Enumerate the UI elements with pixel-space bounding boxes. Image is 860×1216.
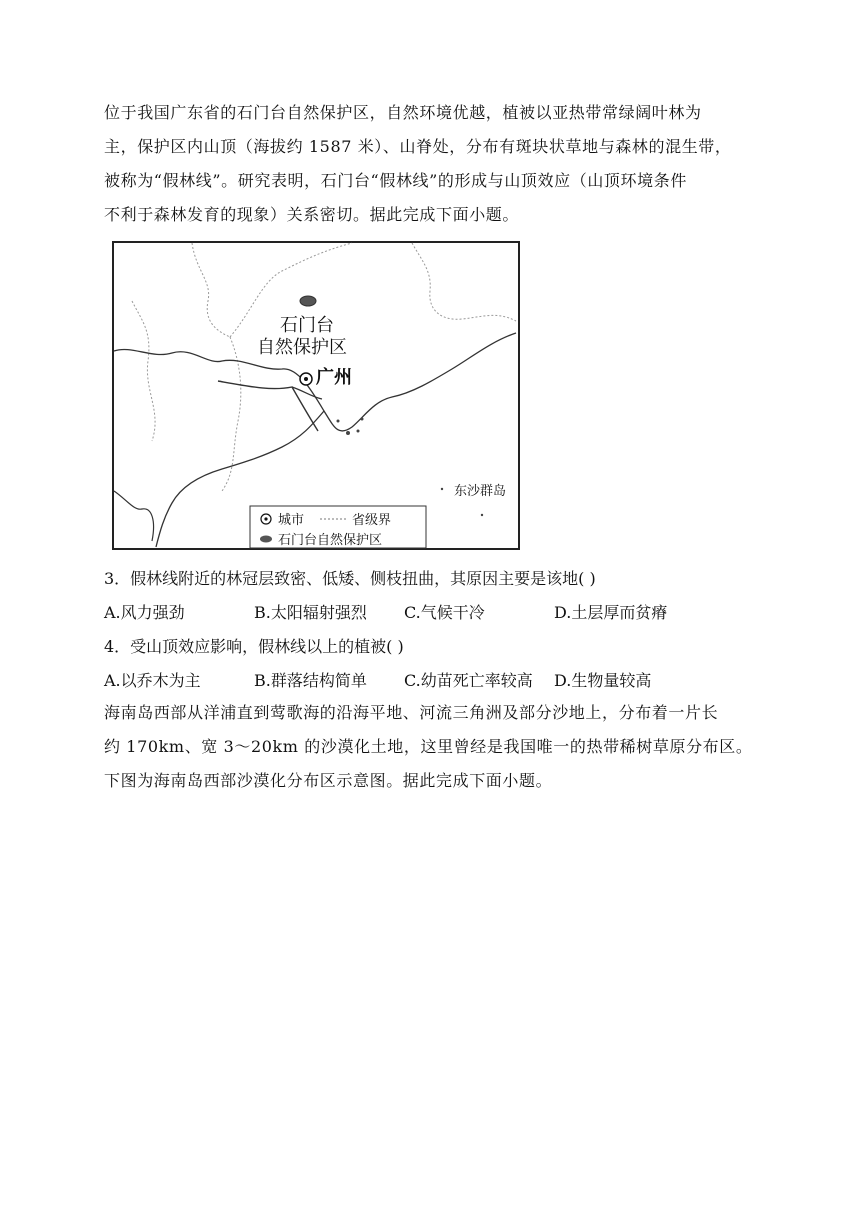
shimentai-reserve-marker bbox=[300, 296, 316, 306]
q3-option-b: B.太阳辐射强烈 bbox=[254, 603, 367, 622]
intro-line: 主，保护区内山顶（海拔约 1587 米）、山脊处，分布有斑块状草地与森林的混生带， bbox=[104, 137, 732, 156]
q4-option-a: A.以乔木为主 bbox=[104, 671, 201, 690]
question-4-options bbox=[104, 664, 754, 698]
question-3-options bbox=[104, 596, 754, 630]
intro-paragraph bbox=[104, 96, 754, 232]
intro-line: 不利于森林发育的现象）关系密切。据此完成下面小题。 bbox=[104, 205, 520, 224]
city-label-guangzhou: 广州 bbox=[316, 367, 352, 388]
map-legend bbox=[250, 506, 426, 548]
passage-2-line: 约 170km、宽 3～20km 的沙漠化土地，这里曾经是我国唯一的热带稀树草原分布区。 bbox=[104, 737, 753, 756]
q3-option-a: A.风力强劲 bbox=[104, 603, 185, 622]
passage-2-paragraph bbox=[104, 696, 754, 798]
q3-option-c: C.气候干冷 bbox=[404, 603, 485, 622]
question-3-stem: 3．假林线附近的林冠层致密、低矮、侧枝扭曲，其原因主要是该地( ) bbox=[104, 569, 596, 588]
intro-line: 被称为“假林线”。研究表明，石门台“假林线”的形成与山顶效应（山顶环境条件 bbox=[104, 171, 687, 190]
legend-city-label: 城市 bbox=[278, 513, 305, 528]
legend-boundary-label: 省级界 bbox=[352, 513, 392, 528]
shimentai-location-map bbox=[112, 241, 520, 550]
passage-2-line: 海南岛西部从洋浦直到莺歌海的沿海平地、河流三角洲及部分沙地上，分布着一片长 bbox=[104, 703, 719, 722]
reserve-label-line2: 自然保护区 bbox=[257, 337, 347, 358]
passage-2-line: 下图为海南岛西部沙漠化分布区示意图。据此完成下面小题。 bbox=[104, 771, 553, 790]
islands-label: 东沙群岛 bbox=[454, 484, 507, 499]
intro-line: 位于我国广东省的石门台自然保护区，自然环境优越，植被以亚热带常绿阔叶林为 bbox=[104, 103, 702, 122]
question-4-stem: 4．受山顶效应影响，假林线以上的植被( ) bbox=[104, 637, 404, 656]
legend-reserve-label: 石门台自然保护区 bbox=[278, 533, 383, 548]
q4-option-b: B.群落结构简单 bbox=[254, 671, 367, 690]
q3-option-d: D.土层厚而贫瘠 bbox=[554, 603, 668, 622]
reserve-label-line1: 石门台 bbox=[280, 315, 334, 336]
q4-option-c: C.幼苗死亡率较高 bbox=[404, 671, 533, 690]
q4-option-d: D.生物量较高 bbox=[554, 671, 652, 690]
